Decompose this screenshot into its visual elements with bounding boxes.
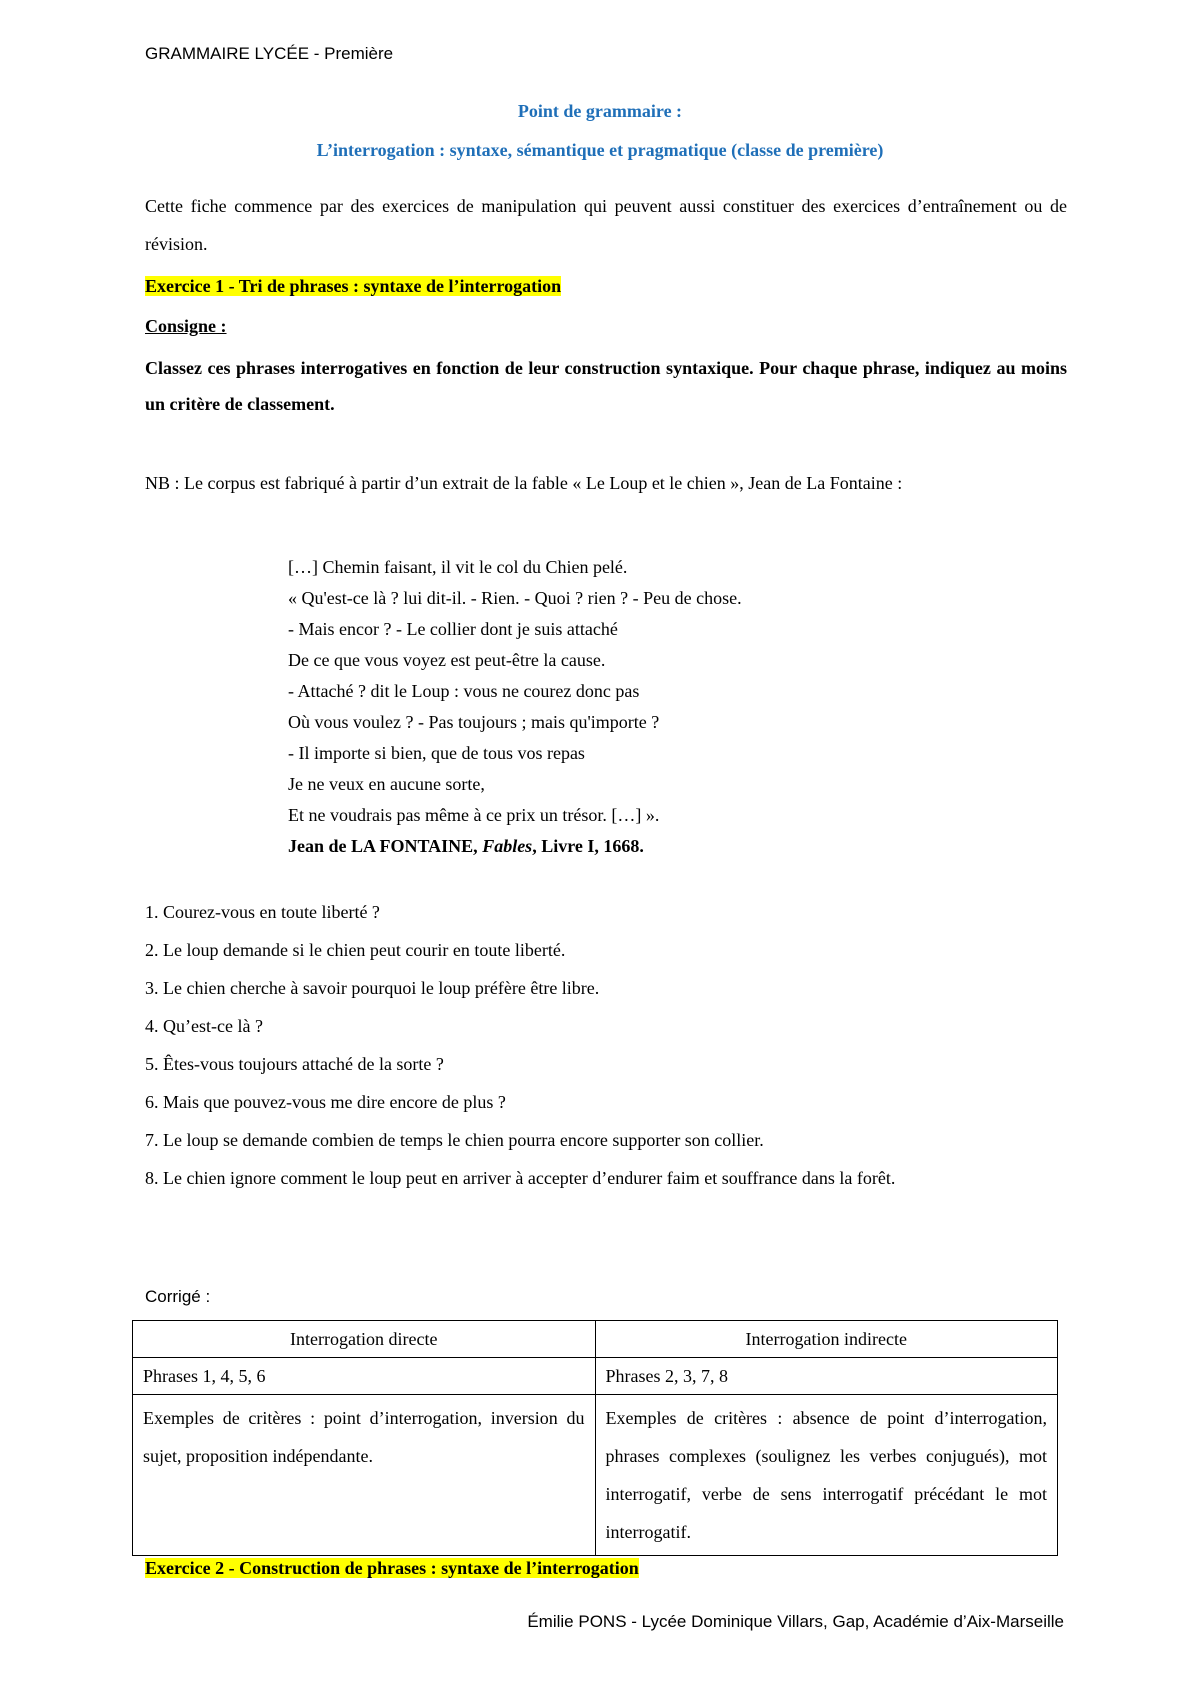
exercise-1-title: Exercice 1 - Tri de phrases : syntaxe de l’interrogation: [145, 276, 562, 296]
poem-line: Et ne voudrais pas même à ce prix un trésor. […] ».: [288, 805, 660, 825]
list-item: 6. Mais que pouvez-vous me dire encore de plus ?: [145, 1092, 506, 1112]
exercise-1-heading: [145, 276, 561, 297]
poem-line: - Mais encor ? - Le collier dont je suis attaché: [288, 619, 618, 639]
table-row: [133, 1358, 1058, 1395]
exercise-2-title: Exercice 2 - Construction de phrases : syntaxe de l’interrogation: [145, 1558, 639, 1578]
poem-line: Je ne veux en aucune sorte,: [288, 774, 485, 794]
table-cell-direct-criteria: Exemples de critères : point d’interrogation, inversion du sujet, proposition indépendante.: [133, 1395, 596, 1556]
poem-line: « Qu'est-ce là ? lui dit-il. - Rien. - Quoi ? rien ? - Peu de chose.: [288, 588, 742, 608]
sentence-list: [145, 893, 1067, 1197]
citation-rest: , Livre I, 1668.: [532, 836, 644, 856]
table-cell-indirect-criteria: Exemples de critères : absence de point d’interrogation, phrases complexes (soulignez les verbes conjugués), mot interrogatif, verbe de sens interrogatif précédant le mot interrogatif.: [595, 1395, 1058, 1556]
table-header-direct: Interrogation directe: [133, 1321, 596, 1358]
exercise-2-heading: [145, 1558, 639, 1579]
list-item: 4. Qu’est-ce là ?: [145, 1016, 263, 1036]
list-item: 5. Êtes-vous toujours attaché de la sorte ?: [145, 1054, 444, 1074]
document-subtitle: L’interrogation : syntaxe, sémantique et pragmatique (classe de première): [316, 140, 884, 160]
table-header-indirect: Interrogation indirecte: [595, 1321, 1058, 1358]
list-item: 1. Courez-vous en toute liberté ?: [145, 902, 380, 922]
poem-line: Où vous voulez ? - Pas toujours ; mais qu'importe ?: [288, 712, 660, 732]
citation-work: Fables: [482, 836, 533, 856]
consigne-text: Classez ces phrases interrogatives en fonction de leur construction syntaxique. Pour chaque phrase, indiquez au moins un critère de classement.: [145, 358, 1067, 414]
list-item: 8. Le chien ignore comment le loup peut en arriver à accepter d’endurer faim et souffrance dans la forêt.: [145, 1168, 896, 1188]
poem-line: De ce que vous voyez est peut-être la cause.: [288, 650, 606, 670]
poem-line: - Il importe si bien, que de tous vos repas: [288, 743, 585, 763]
intro-paragraph: Cette fiche commence par des exercices de manipulation qui peuvent aussi constituer des exercices d’entraînement ou de révision.: [145, 196, 1067, 254]
fable-citation: [288, 831, 742, 862]
list-item: 3. Le chien cherche à savoir pourquoi le loup préfère être libre.: [145, 978, 600, 998]
citation-author: Jean de LA FONTAINE,: [288, 836, 483, 856]
list-item: 2. Le loup demande si le chien peut courir en toute liberté.: [145, 940, 566, 960]
poem-line: […] Chemin faisant, il vit le col du Chien pelé.: [288, 557, 628, 577]
table-row: [133, 1395, 1058, 1556]
table-cell-indirect-phrases: Phrases 2, 3, 7, 8: [595, 1358, 1058, 1395]
corrige-label: Corrigé :: [145, 1287, 211, 1306]
corrige-table: [132, 1320, 1058, 1556]
consigne-label: Consigne :: [145, 316, 227, 336]
page-footer: Émilie PONS - Lycée Dominique Villars, Gap, Académie d’Aix-Marseille: [527, 1612, 1064, 1631]
page-header: GRAMMAIRE LYCÉE - Première: [145, 44, 394, 63]
table-cell-direct-phrases: Phrases 1, 4, 5, 6: [133, 1358, 596, 1395]
table-header-row: [133, 1321, 1058, 1358]
fable-excerpt: [288, 552, 742, 862]
list-item: 7. Le loup se demande combien de temps le chien pourra encore supporter son collier.: [145, 1130, 764, 1150]
poem-line: - Attaché ? dit le Loup : vous ne courez donc pas: [288, 681, 640, 701]
nb-paragraph: NB : Le corpus est fabriqué à partir d’un extrait de la fable « Le Loup et le chien », Jean de La Fontaine :: [145, 473, 903, 493]
document-title: Point de grammaire :: [517, 101, 683, 121]
